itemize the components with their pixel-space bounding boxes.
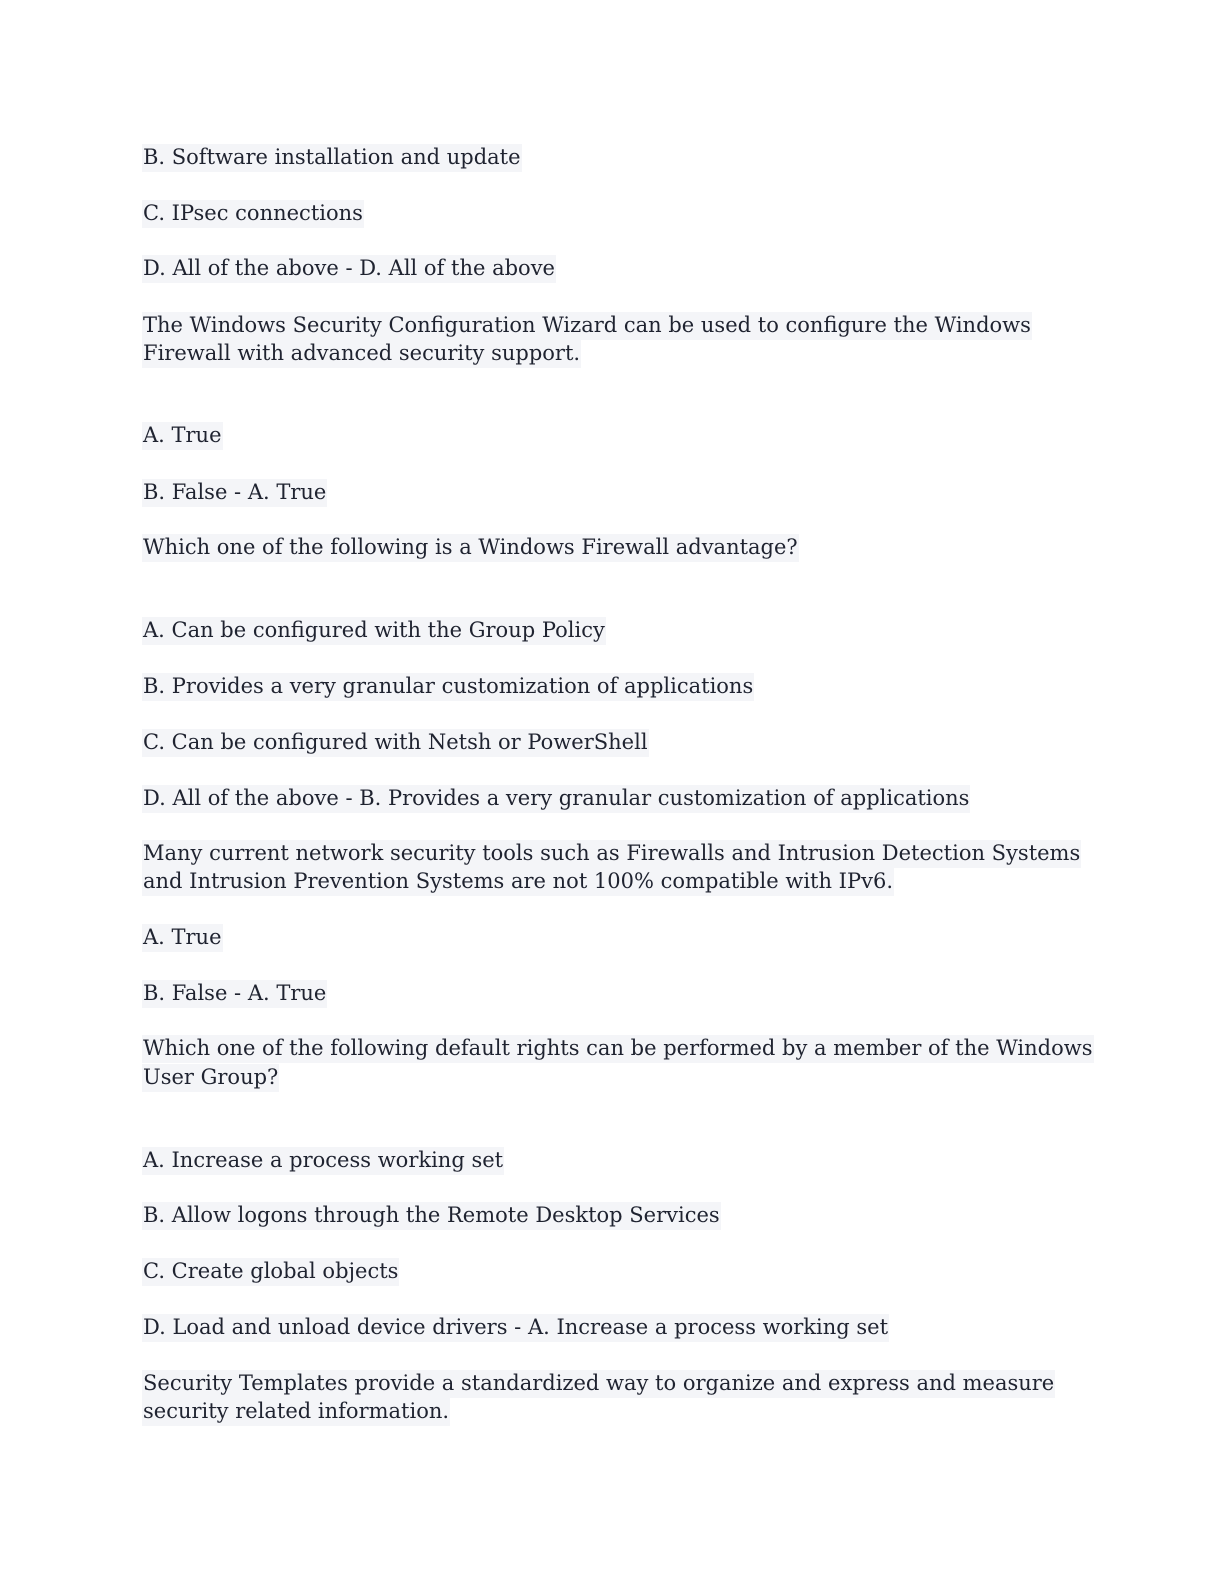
answer-option: C. Create global objects [142,1257,399,1285]
answer-option: C. IPsec connections [142,199,364,227]
answer-option: D. All of the above - D. All of the above [142,254,556,282]
question-text: Firewall with advanced security support. [142,339,581,367]
answer-option: D. All of the above - B. Provides a very granular customization of applications [142,784,970,812]
question-text: Which one of the following is a Windows Firewall advantage? [142,533,799,561]
question-text: Security Templates provide a standardized way to organize and express and measure [142,1369,1055,1397]
answer-option: B. Software installation and update [142,143,522,171]
question-text: and Intrusion Prevention Systems are not 100% compatible with IPv6. [142,867,894,895]
answer-option: A. True [142,923,223,951]
answer-option: B. Provides a very granular customization of applications [142,672,754,700]
question-text: security related information. [142,1397,450,1425]
question-text: Which one of the following default rights can be performed by a member of the Windows [142,1034,1094,1062]
answer-option: A. True [142,421,223,449]
answer-option: C. Can be configured with Netsh or PowerShell [142,728,649,756]
answer-option: B. False - A. True [142,478,327,506]
answer-option: B. Allow logons through the Remote Desktop Services [142,1201,721,1229]
question-text: Many current network security tools such as Firewalls and Intrusion Detection Systems [142,839,1081,867]
question-text: The Windows Security Configuration Wizard can be used to configure the Windows [142,311,1032,339]
answer-option: D. Load and unload device drivers - A. Increase a process working set [142,1313,889,1341]
question-text: User Group? [142,1063,279,1091]
answer-option: A. Increase a process working set [142,1146,504,1174]
answer-option: A. Can be configured with the Group Policy [142,616,606,644]
answer-option: B. False - A. True [142,979,327,1007]
